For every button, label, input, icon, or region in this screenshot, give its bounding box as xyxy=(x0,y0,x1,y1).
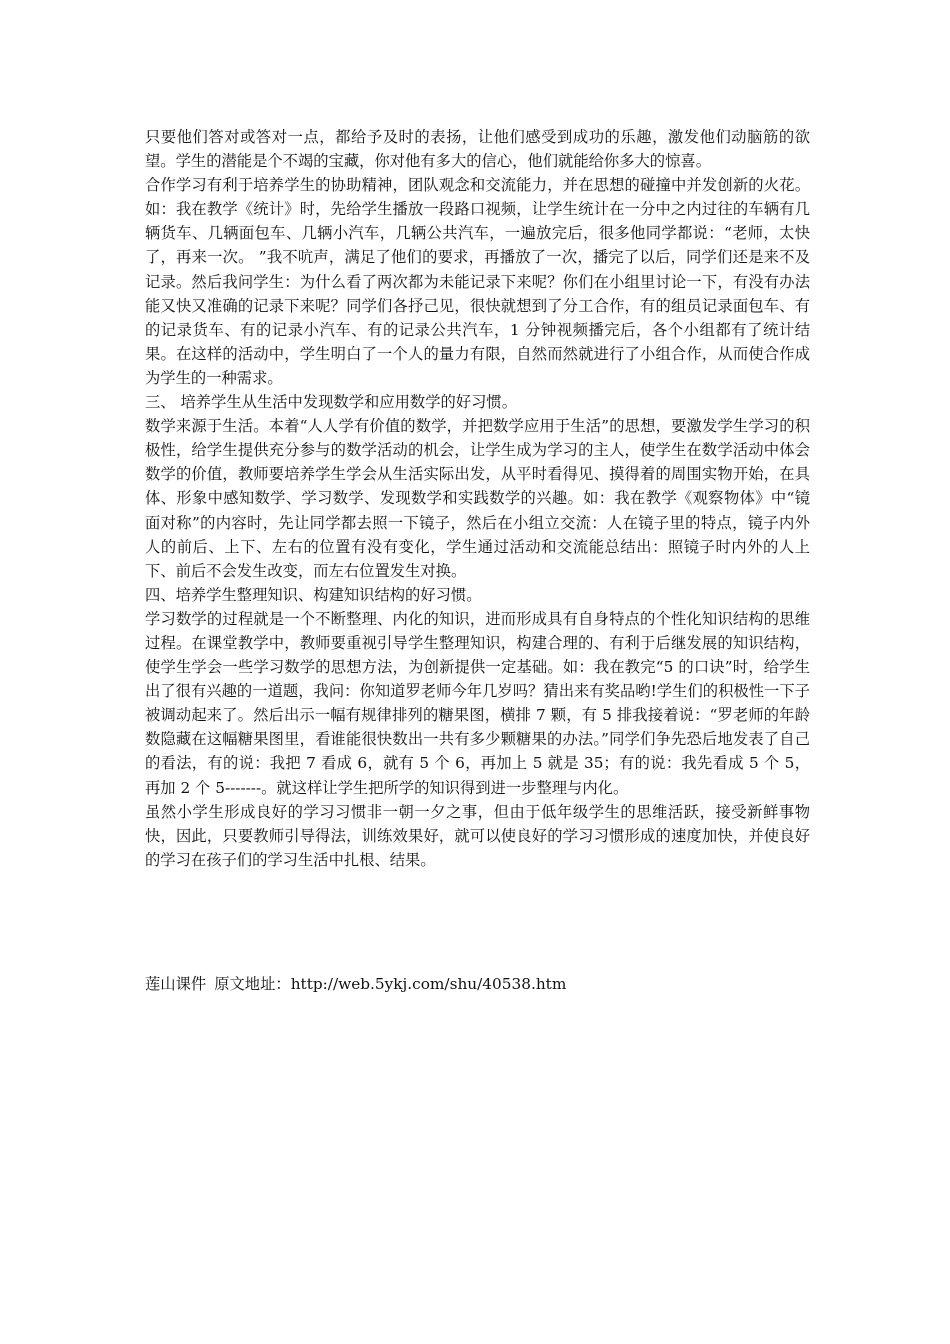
source-name: 莲山课件 xyxy=(145,975,207,993)
article-body xyxy=(145,125,810,872)
section-heading-4: 四、培养学生整理知识、构建知识结构的好习惯。 xyxy=(145,585,482,604)
paragraph-praise: 只要他们答对或答对一点，都给予及时的表扬，让他们感受到成功的乐趣，激发他们动脑筋的欲望。学生的潜能是个不竭的宝藏，你对他有多大的信心，他们就能给你多大的惊喜。 xyxy=(145,128,810,171)
paragraph-knowledge-structure: 学习数学的过程就是一个不断整理、内化的知识，进而形成具有自身特点的个性化知识结构的思维过程。在课堂教学中，教师要重视引导学生整理知识，构建合理的、有利于后继发展的知识结构，使学生学会一些学习数学的思想方法，为创新提供一定基础。如：我在教完“5 的口诀”时，给学生出了很有兴趣的一道题，我问：你知道罗老师今年几岁吗？猜出来有奖品哟!学生们的积极性一下子被调动起来了。然后出示一幅有规律排列的糖果图，横排 7 颗，有 5 排我接着说：“罗老师的年龄数隐藏在这幅糖果图里，看谁能很快数出一共有多少颗糖果的办法。”同学们争先恐后地发表了自己的看法，有的说：我把 7 看成 6，就有 5 个 6，再加上 5 就是 35；有的说：我先看成 5 个 5，再加 2 个 5-------。就这样让学生把所学的知识得到进一步整理与内化。 xyxy=(145,609,810,797)
section-heading-3: 三、 培养学生从生活中发现数学和应用数学的好习惯。 xyxy=(145,393,517,412)
paragraph-cooperative-learning: 合作学习有利于培养学生的协助精神，团队观念和交流能力，并在思想的碰撞中并发创新的火花。如：我在教学《统计》时，先给学生播放一段路口视频，让学生统计在一分中之内过往的车辆有几辆货车、几辆面包车、几辆小汽车，几辆公共汽车，一遍放完后，很多他同学都说：“老师，太快了，再来一次。 ”我不吭声，满足了他们的要求，再播放了一次，播完了以后，同学们还是来不及记录。然后我问学生：为什么看了两次都为未能记录下来呢？你们在小组里讨论一下，有没有办法能又快又准确的记录下来呢？同学们各抒己见，很快就想到了分工合作，有的组员记录面包车、有的记录货车、有的记录小汽车、有的记录公共汽车，1 分钟视频播完后，各个小组都有了统计结果。在这样的活动中，学生明白了一个人的量力有限，自然而然就进行了小组合作，从而使合作成为学生的一种需求。 xyxy=(145,176,810,387)
paragraph-conclusion: 虽然小学生形成良好的学习习惯非一朝一夕之事，但由于低年级学生的思维活跃，接受新鲜事物快，因此，只要教师引导得法，训练效果好，就可以使良好的学习习惯形成的速度加快，并使良好的学习在孩子们的学习生活中扎根、结果。 xyxy=(145,802,810,869)
source-footer xyxy=(145,972,810,996)
address-label: 原文地址： xyxy=(214,975,291,993)
source-url[interactable]: http://web.5ykj.com/shu/40538.htm xyxy=(290,975,567,993)
paragraph-math-from-life: 数学来源于生活。本着“人人学有价值的数学，并把数学应用于生活”的思想，要激发学生学习的积极性，给学生提供充分参与的数学活动的机会，让学生成为学习的主人，使学生在数学活动中体会数学的价值，教师要培养学生学会从生活实际出发，从平时看得见、摸得着的周围实物开始，在具体、形象中感知数学、学习数学、发现数学和实践数学的兴趣。如：我在教学《观察物体》中“镜面对称”的内容时，先让同学都去照一下镜子，然后在小组立交流：人在镜子里的特点，镜子内外人的前后、上下、左右的位置有没有变化，学生通过活动和交流能总结出：照镜子时内外的人上下、前后不会发生改变，而左右位置发生对换。 xyxy=(145,417,810,580)
